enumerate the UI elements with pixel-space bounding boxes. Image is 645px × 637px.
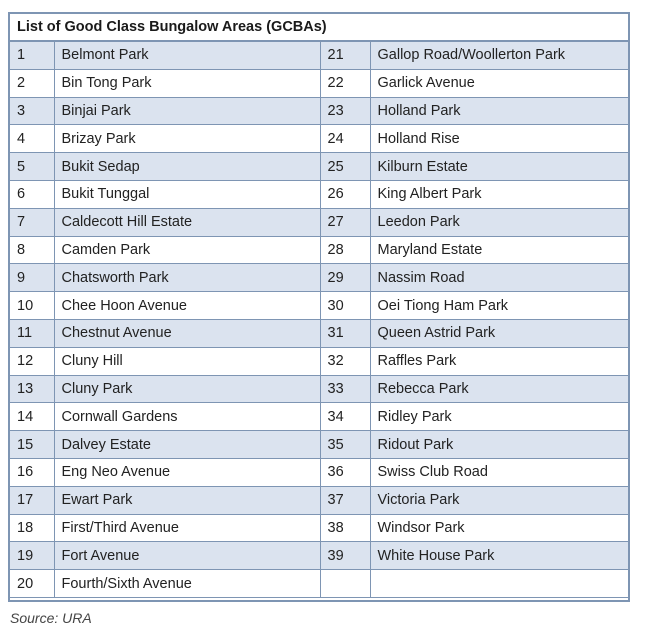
row-number-cell: 25 [320,153,370,181]
area-name-cell: Dalvey Estate [54,431,320,459]
area-name-cell: Rebecca Park [370,375,628,403]
row-number-cell: 13 [10,375,54,403]
row-number-cell: 23 [320,97,370,125]
row-number-cell: 20 [10,570,54,598]
table-row [10,180,628,208]
table-row [10,514,628,542]
area-name-cell: Ewart Park [54,486,320,514]
gcba-table [10,42,628,598]
area-name-cell: Chestnut Avenue [54,319,320,347]
area-name-cell: First/Third Avenue [54,514,320,542]
row-number-cell: 3 [10,97,54,125]
area-name-cell: Leedon Park [370,208,628,236]
gcba-table-frame [8,12,630,602]
row-number-cell [320,570,370,598]
area-name-cell: Fort Avenue [54,542,320,570]
table-row [10,292,628,320]
area-name-cell: King Albert Park [370,180,628,208]
row-number-cell: 22 [320,69,370,97]
area-name-cell [370,570,628,598]
area-name-cell: Bin Tong Park [54,69,320,97]
table-row [10,375,628,403]
row-number-cell: 17 [10,486,54,514]
area-name-cell: Cluny Park [54,375,320,403]
gcba-table-body [10,42,628,597]
table-row [10,236,628,264]
table-row [10,542,628,570]
table-row [10,97,628,125]
row-number-cell: 12 [10,347,54,375]
area-name-cell: Holland Park [370,97,628,125]
area-name-cell: Chee Hoon Avenue [54,292,320,320]
area-name-cell: Garlick Avenue [370,69,628,97]
area-name-cell: Windsor Park [370,514,628,542]
area-name-cell: Cluny Hill [54,347,320,375]
row-number-cell: 5 [10,153,54,181]
table-row [10,403,628,431]
row-number-cell: 2 [10,69,54,97]
area-name-cell: Cornwall Gardens [54,403,320,431]
area-name-cell: Belmont Park [54,42,320,69]
table-row [10,42,628,69]
area-name-cell: Brizay Park [54,125,320,153]
row-number-cell: 4 [10,125,54,153]
table-row [10,153,628,181]
table-row [10,208,628,236]
area-name-cell: Swiss Club Road [370,458,628,486]
area-name-cell: Maryland Estate [370,236,628,264]
row-number-cell: 39 [320,542,370,570]
row-number-cell: 35 [320,431,370,459]
row-number-cell: 6 [10,180,54,208]
area-name-cell: Queen Astrid Park [370,319,628,347]
table-row [10,347,628,375]
row-number-cell: 34 [320,403,370,431]
area-name-cell: Ridout Park [370,431,628,459]
row-number-cell: 21 [320,42,370,69]
row-number-cell: 36 [320,458,370,486]
area-name-cell: Chatsworth Park [54,264,320,292]
area-name-cell: Oei Tiong Ham Park [370,292,628,320]
row-number-cell: 31 [320,319,370,347]
table-title: List of Good Class Bungalow Areas (GCBAs) [10,14,628,42]
row-number-cell: 1 [10,42,54,69]
area-name-cell: Bukit Tunggal [54,180,320,208]
table-row [10,570,628,598]
row-number-cell: 33 [320,375,370,403]
row-number-cell: 16 [10,458,54,486]
row-number-cell: 24 [320,125,370,153]
area-name-cell: White House Park [370,542,628,570]
table-row [10,458,628,486]
row-number-cell: 30 [320,292,370,320]
row-number-cell: 10 [10,292,54,320]
row-number-cell: 15 [10,431,54,459]
area-name-cell: Raffles Park [370,347,628,375]
area-name-cell: Gallop Road/Woollerton Park [370,42,628,69]
area-name-cell: Fourth/Sixth Avenue [54,570,320,598]
table-row [10,125,628,153]
area-name-cell: Nassim Road [370,264,628,292]
row-number-cell: 8 [10,236,54,264]
row-number-cell: 9 [10,264,54,292]
area-name-cell: Binjai Park [54,97,320,125]
table-row [10,264,628,292]
row-number-cell: 37 [320,486,370,514]
row-number-cell: 28 [320,236,370,264]
row-number-cell: 38 [320,514,370,542]
table-row [10,69,628,97]
area-name-cell: Ridley Park [370,403,628,431]
row-number-cell: 18 [10,514,54,542]
area-name-cell: Caldecott Hill Estate [54,208,320,236]
row-number-cell: 11 [10,319,54,347]
row-number-cell: 26 [320,180,370,208]
row-number-cell: 14 [10,403,54,431]
row-number-cell: 32 [320,347,370,375]
table-row [10,319,628,347]
row-number-cell: 19 [10,542,54,570]
area-name-cell: Bukit Sedap [54,153,320,181]
area-name-cell: Holland Rise [370,125,628,153]
source-caption: Source: URA [10,610,92,626]
row-number-cell: 29 [320,264,370,292]
area-name-cell: Camden Park [54,236,320,264]
row-number-cell: 27 [320,208,370,236]
table-row [10,431,628,459]
area-name-cell: Kilburn Estate [370,153,628,181]
table-row [10,486,628,514]
area-name-cell: Eng Neo Avenue [54,458,320,486]
row-number-cell: 7 [10,208,54,236]
area-name-cell: Victoria Park [370,486,628,514]
